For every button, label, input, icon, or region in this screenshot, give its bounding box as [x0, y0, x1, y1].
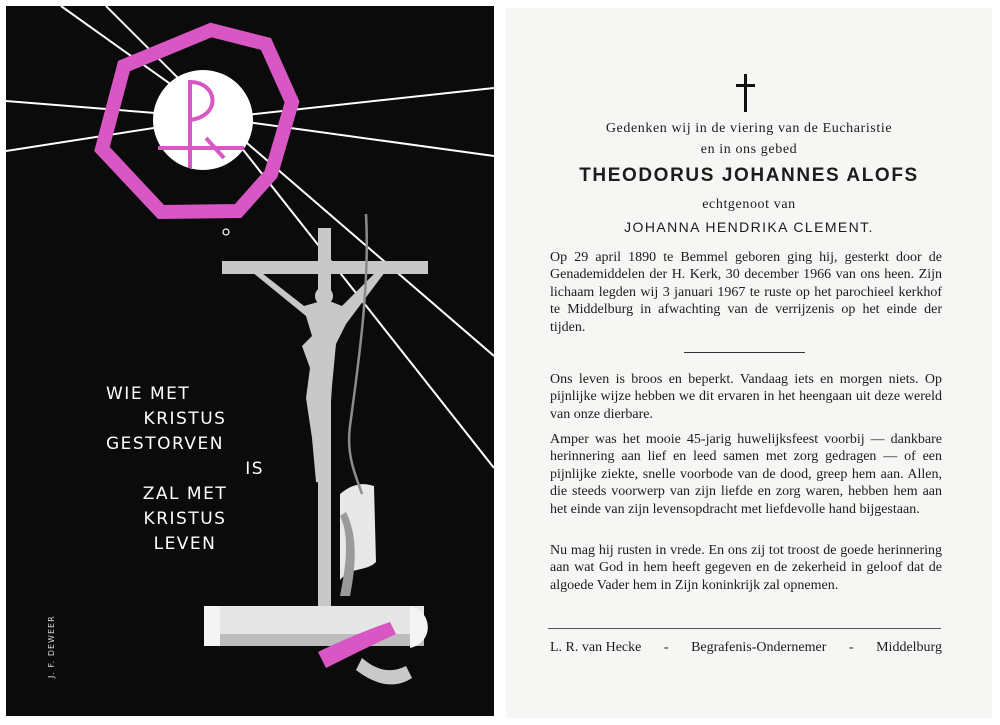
prayer-card-front [6, 6, 494, 716]
undertaker-name: L. R. van Hecke [550, 640, 642, 655]
deceased-name: THEODORUS JOHANNES ALOFS [579, 165, 919, 186]
artist-signature: J. F. DEWEER [47, 615, 56, 678]
intro-line: en in ons gebed [700, 142, 798, 157]
relation-text: echtgenoot van [702, 197, 796, 212]
undertaker-role: Begrafenis-Ondernemer [691, 640, 827, 655]
intro-line: Gedenken wij in de viering van de Eucharistie [605, 121, 893, 136]
bookmark-ribbon-tail [356, 658, 412, 684]
reflection-paragraph: Amper was het mooie 45-jarig huwelijksfeest voorbij — dankbare herinnering aan lief en leed samen met zorg gedragen — of een pijnlijke ziekte, snelle voorbode van de dood, greep hem aan. Allen, die steeds voorwerp van zijn liefde en zorg waren, hebben hem aan het einde van zijn levensopdracht met liefdevolle hand bijgestaan. [550, 432, 942, 517]
footer-divider [548, 628, 941, 629]
motto-line: IS [245, 459, 264, 479]
latin-cross-icon [732, 74, 760, 114]
small-ring [223, 229, 229, 235]
motto-line: LEVEN [153, 534, 217, 554]
motto-text [106, 382, 264, 557]
undertaker-town: Middelburg [876, 640, 942, 655]
prayer-card-back [506, 8, 992, 718]
ribbon-strand [349, 214, 367, 494]
undertaker-footer: L. R. van Hecke - Begrafenis-Ondernemer - Middelburg [550, 640, 942, 655]
motto-line: GESTORVEN [106, 434, 224, 454]
reflection-paragraph: Ons leven is broos en beperkt. Vandaag iets en morgen niets. Op pijnlijke wijze hebben we dit ervaren in het heengaan uit deze wereld van onze dierbare. [550, 372, 942, 422]
spouse-name: JOHANNA HENDRIKA CLEMENT. [624, 219, 874, 235]
motto-line: ZAL MET [142, 484, 228, 504]
reflection-paragraph: Nu mag hij rusten in vrede. En ons zij tot troost de goede herinnering aan wat God in hem heeft gegeven en de zekerheid in geloof dat de algoede Vader hem in Zijn koninkrijk zal opnemen. [550, 543, 942, 593]
motto-line: KRISTUS [143, 509, 227, 529]
front-artwork [6, 6, 494, 716]
book-icon [204, 606, 428, 648]
motto-line: WIE MET [106, 384, 191, 404]
biography-paragraph: Op 29 april 1890 te Bemmel geboren ging hij, gesterkt door de Genademiddelen der H. Kerk, 30 december 1966 van ons heen. Zijn lichaam legden wij 3 januari 1967 te ruste op het parochieel kerkhof te Middelburg in afwachting van de verrijzenis op het einde der tijden. [550, 250, 942, 335]
motto-line: KRISTUS [143, 409, 227, 429]
divider [684, 352, 805, 353]
